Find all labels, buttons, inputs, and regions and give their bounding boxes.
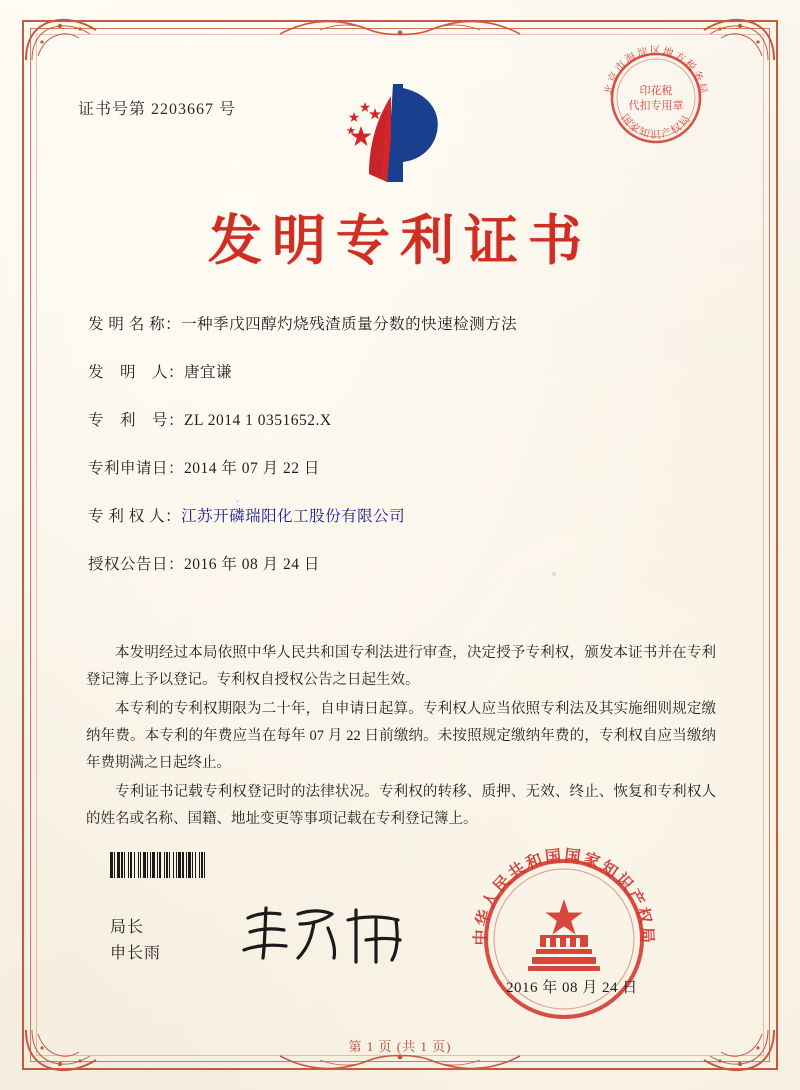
field-label: 专 利 权 人： (88, 508, 182, 525)
national-ip-office-seal (470, 845, 658, 1033)
field-value: 2016 年 08 月 24 日 (184, 556, 320, 573)
paper-speck (236, 500, 239, 503)
field-value: 一种季戊四醇灼烧残渣质量分数的快速检测方法 (181, 316, 518, 333)
edge-ornament-top-icon (280, 14, 520, 40)
barcode-bar (205, 852, 208, 878)
certificate-number: 证书号第 2203667 号 (78, 101, 237, 118)
director-name: 申长雨 (110, 945, 162, 962)
paragraph-2: 本专利的专利权期限为二十年，自申请日起算。专利权人应当依照专利法及其实施细则规定缴纳年费。本专利的年费应当在每年 07 月 22 日前缴纳。未按照规定缴纳年费的，专利权自应当缴纳年费期满之日起终止。 (86, 701, 716, 771)
svg-text:印花税: 印花税 (639, 85, 673, 97)
svg-text:代扣专用章: 代扣专用章 (628, 100, 684, 112)
field-invention-name (88, 312, 718, 334)
field-value: 唐宜谦 (184, 364, 233, 381)
field-value: 2014 年 07 月 22 日 (184, 460, 320, 477)
field-label: 发 明 人： (88, 364, 185, 381)
field-inventor (88, 360, 718, 382)
field-label: 发 明 名 称： (88, 316, 182, 333)
sipo-logo-icon (325, 78, 475, 188)
director-block (110, 915, 161, 967)
field-label: 专利申请日： (88, 460, 185, 477)
svg-text:中华人民共和国国家知识产权局: 中华人民共和国国家知识产权局 (472, 847, 656, 946)
paragraph-3: 专利证书记载专利权登记时的法律状况。专利权的转移、质押、无效、终止、恢复和专利权人的姓名或名称、国籍、地址变更等事项记载在专利登记簿上。 (86, 784, 716, 827)
corner-ornament-top-left-icon (24, 16, 98, 62)
field-patent-number (88, 408, 718, 430)
page-footer: 第 1 页 (共 1 页) (348, 1039, 452, 1054)
corner-ornament-top-right-icon (702, 16, 776, 62)
field-patentee (88, 504, 718, 526)
page-title: 发明专利证书 (208, 208, 592, 272)
field-label: 专 利 号： (88, 412, 185, 429)
handwritten-signature (236, 898, 426, 970)
field-grant-announcement-date (88, 552, 718, 574)
seal-date: 2016 年 08 月 24 日 (506, 980, 638, 996)
field-value: ZL 2014 1 0351652.X (184, 412, 332, 429)
paper-speck (552, 572, 556, 576)
certificate-fields (88, 312, 718, 600)
stamp-duty-seal (600, 42, 712, 154)
field-label: 授权公告日： (88, 556, 185, 573)
field-application-date (88, 456, 718, 478)
barcode (110, 852, 330, 878)
legal-text-block (86, 640, 716, 835)
director-label: 局长 (110, 919, 145, 936)
svg-text:国家知识产权局: 国家知识产权局 (618, 112, 694, 141)
paragraph-1: 本发明经过本局依照中华人民共和国专利法进行审查，决定授予专利权，颁发本证书并在专利登记簿上予以登记。专利权自授权公告之日起生效。 (86, 645, 716, 688)
svg-text:北京市海淀区地方税务局: 北京市海淀区地方税务局 (603, 46, 709, 97)
field-value: 江苏开磷瑞阳化工股份有限公司 (181, 508, 406, 525)
